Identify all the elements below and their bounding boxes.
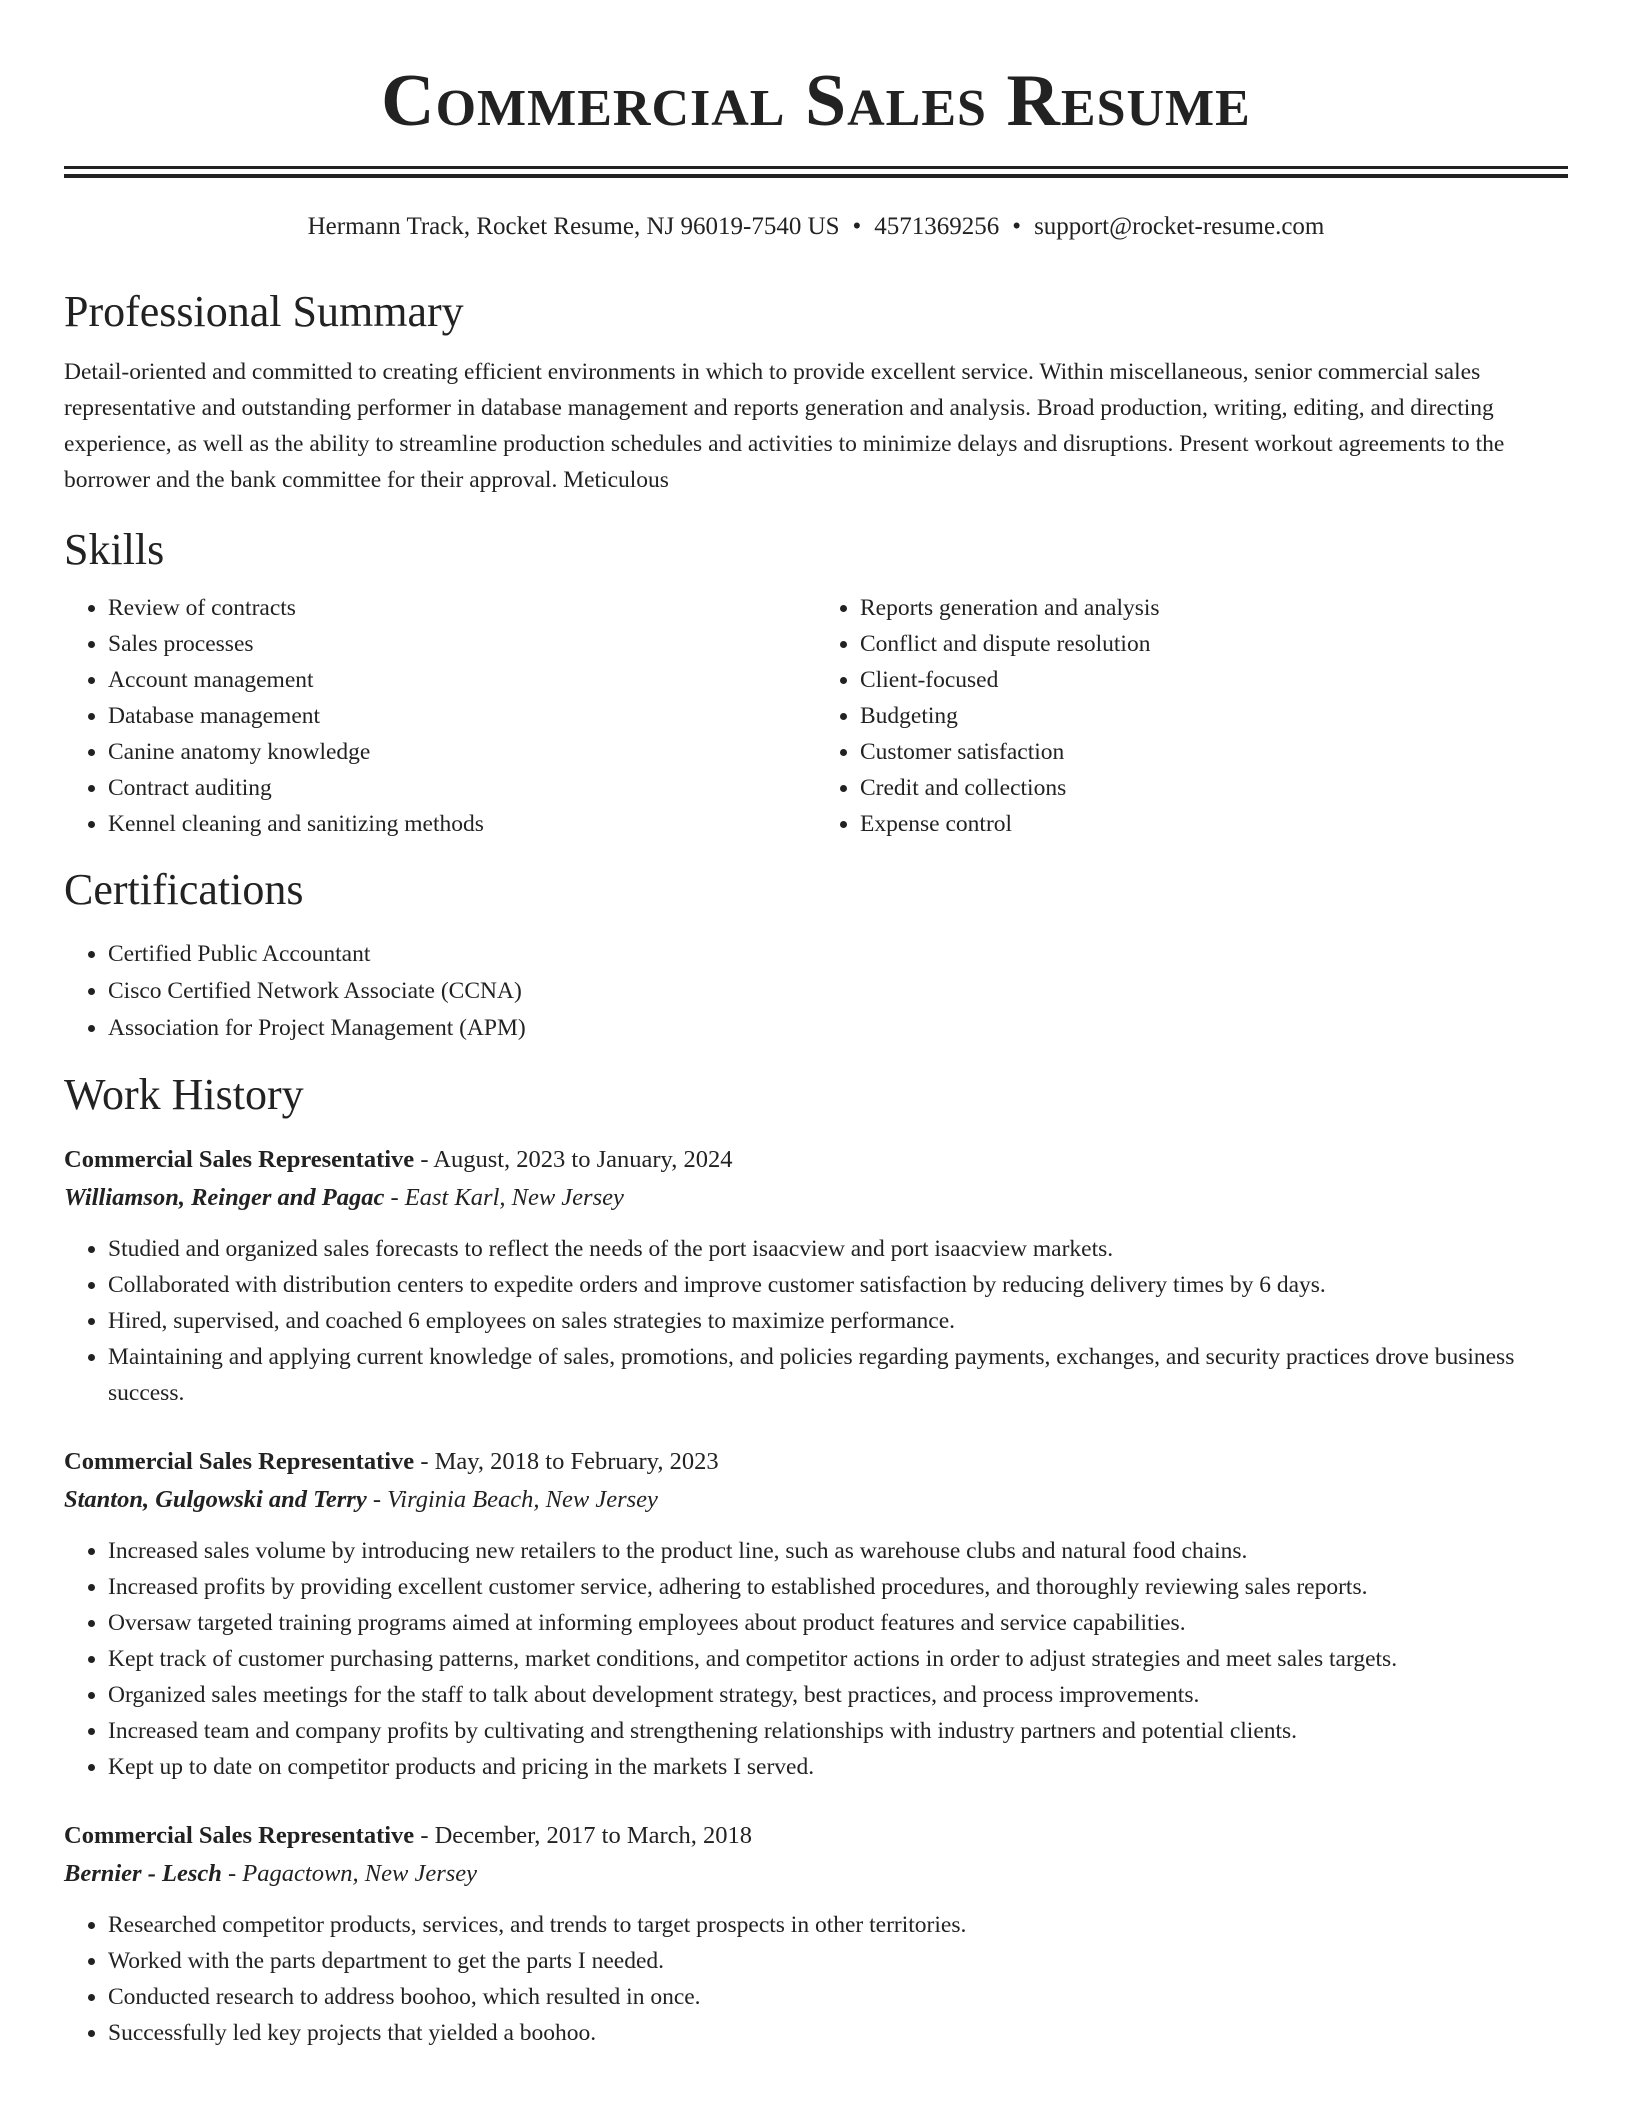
- list-item: • Researched competitor products, services, and trends to target prospects in other territories.: [108, 1907, 1568, 1943]
- skills-list-left: [64, 590, 816, 842]
- job-bullets: [64, 1533, 1568, 1785]
- employer-line: [64, 1179, 1568, 1217]
- contact-email: support@rocket-resume.com: [1034, 213, 1325, 240]
- job-entry: [64, 1817, 1568, 2051]
- list-item: • Oversaw targeted training programs aimed at informing employees about product features and service capabilities.: [108, 1605, 1568, 1641]
- job-dash: -: [414, 1146, 434, 1173]
- list-item: • Cisco Certified Network Associate (CCNA): [108, 973, 1568, 1010]
- list-item: • Increased sales volume by introducing new retailers to the product line, such as warehouse clubs and natural food chains.: [108, 1533, 1568, 1569]
- list-item: • Increased team and company profits by cultivating and strengthening relationships with industry partners and potential clients.: [108, 1713, 1568, 1749]
- job-dash: -: [414, 1822, 435, 1849]
- list-item: • Expense control: [860, 806, 1568, 842]
- contact-phone: 4571369256: [874, 213, 1000, 240]
- contact-line: [64, 212, 1568, 242]
- list-item: • Organized sales meetings for the staff to talk about development strategy, best practices, and process improvements.: [108, 1677, 1568, 1713]
- contact-address: Hermann Track, Rocket Resume, NJ 96019-7540 US: [307, 213, 840, 240]
- list-item: • Review of contracts: [108, 590, 816, 626]
- job-location: Virginia Beach, New Jersey: [387, 1486, 658, 1513]
- job-title-line: [64, 1141, 1568, 1179]
- employer-line: [64, 1481, 1568, 1519]
- job-dash: -: [366, 1486, 388, 1513]
- job-entry: [64, 1141, 1568, 1411]
- job-company: Bernier - Lesch: [64, 1860, 222, 1887]
- list-item: • Increased profits by providing excellent customer service, adhering to established procedures, and thoroughly reviewing sales reports.: [108, 1569, 1568, 1605]
- list-item: • Conducted research to address boohoo, which resulted in once.: [108, 1979, 1568, 2015]
- resume-title: Commercial Sales Resume: [381, 60, 1251, 142]
- certifications-heading: Certifications: [64, 865, 304, 914]
- summary-heading: Professional Summary: [64, 287, 464, 336]
- list-item: • Association for Project Management (APM): [108, 1010, 1568, 1047]
- job-entry: [64, 1443, 1568, 1785]
- contact-separator: •: [1012, 213, 1022, 240]
- job-dash: -: [414, 1448, 435, 1475]
- list-item: • Worked with the parts department to get the parts I needed.: [108, 1943, 1568, 1979]
- job-role: Commercial Sales Representative: [64, 1448, 415, 1475]
- job-role: Commercial Sales Representative: [64, 1146, 415, 1173]
- job-company: Williamson, Reinger and Pagac: [64, 1184, 385, 1211]
- list-item: • Sales processes: [108, 626, 816, 662]
- job-location: East Karl, New Jersey: [404, 1184, 624, 1211]
- title-divider: [64, 166, 1568, 169]
- job-title-line: [64, 1443, 1568, 1481]
- list-item: • Collaborated with distribution centers to expedite orders and improve customer satisfaction by reducing delivery times by 6 days.: [108, 1267, 1568, 1303]
- list-item: • Budgeting: [860, 698, 1568, 734]
- job-dates: May, 2018 to February, 2023: [434, 1448, 719, 1475]
- job-dash: -: [221, 1860, 243, 1887]
- skills-list-right: [816, 590, 1568, 842]
- job-title-line: [64, 1817, 1568, 1855]
- list-item: • Credit and collections: [860, 770, 1568, 806]
- list-item: • Kennel cleaning and sanitizing methods: [108, 806, 816, 842]
- list-item: • Reports generation and analysis: [860, 590, 1568, 626]
- list-item: • Maintaining and applying current knowledge of sales, promotions, and policies regarding payments, exchanges, and security practices drove business success.: [108, 1339, 1568, 1411]
- list-item: • Successfully led key projects that yielded a boohoo.: [108, 2015, 1568, 2051]
- job-location: Pagactown, New Jersey: [242, 1860, 478, 1887]
- list-item: • Account management: [108, 662, 816, 698]
- summary-text: Detail-oriented and committed to creating efficient environments in which to provide excellent service. Within miscellaneous, senior commercial sales representative and outstanding performer in database management and reports generation and analysis. Broad production, writing, editing, and directing experience, as well as the ability to streamline production schedules and activities to minimize delays and disruptions. Present workout agreements to the borrower and the bank committee for their approval. Meticulous: [64, 359, 1505, 493]
- certifications-list: [64, 936, 1568, 1047]
- job-company: Stanton, Gulgowski and Terry: [64, 1486, 367, 1513]
- skills-columns: [64, 590, 1568, 842]
- title-divider-thick: [64, 174, 1568, 178]
- list-item: • Certified Public Accountant: [108, 936, 1568, 973]
- job-bullets: [64, 1907, 1568, 2051]
- skills-heading: Skills: [64, 525, 165, 574]
- list-item: • Contract auditing: [108, 770, 816, 806]
- employer-line: [64, 1855, 1568, 1893]
- job-dates: August, 2023 to January, 2024: [433, 1146, 733, 1173]
- work-history-heading: Work History: [64, 1070, 304, 1119]
- list-item: • Kept track of customer purchasing patterns, market conditions, and competitor actions in order to adjust strategies and meet sales targets.: [108, 1641, 1568, 1677]
- list-item: • Client-focused: [860, 662, 1568, 698]
- list-item: • Conflict and dispute resolution: [860, 626, 1568, 662]
- list-item: • Hired, supervised, and coached 6 employees on sales strategies to maximize performance.: [108, 1303, 1568, 1339]
- job-bullets: [64, 1231, 1568, 1411]
- job-dates: December, 2017 to March, 2018: [434, 1822, 753, 1849]
- list-item: • Studied and organized sales forecasts to reflect the needs of the port isaacview and port isaacview markets.: [108, 1231, 1568, 1267]
- job-dash: -: [384, 1184, 405, 1211]
- list-item: • Canine anatomy knowledge: [108, 734, 816, 770]
- job-role: Commercial Sales Representative: [64, 1822, 415, 1849]
- contact-separator: •: [852, 213, 862, 240]
- list-item: • Kept up to date on competitor products and pricing in the markets I served.: [108, 1749, 1568, 1785]
- list-item: • Database management: [108, 698, 816, 734]
- list-item: • Customer satisfaction: [860, 734, 1568, 770]
